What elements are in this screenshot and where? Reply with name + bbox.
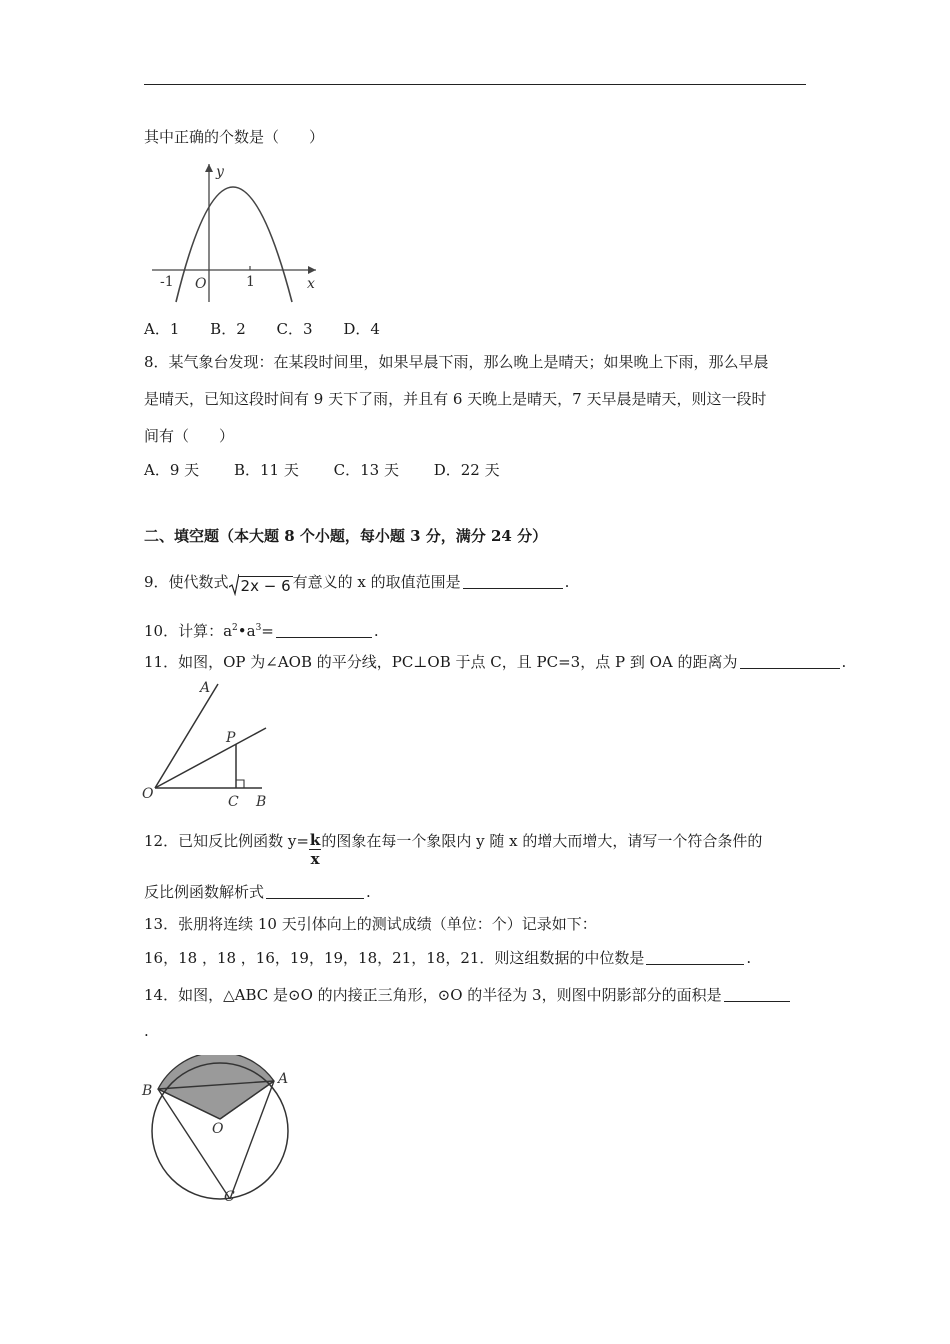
q13-end: .: [746, 949, 752, 967]
label-a: A: [200, 680, 211, 696]
q7-option-c: C．3: [276, 320, 313, 338]
q12-prefix: 12．已知反比例函数 y=: [144, 832, 309, 850]
q13-line2: [144, 948, 751, 968]
label-c: C: [228, 794, 239, 810]
x-axis-arrow: [308, 266, 316, 274]
q7-stem: 其中正确的个数是（ ）: [144, 128, 325, 146]
x-label: x: [307, 276, 315, 292]
q14-answer-blank[interactable]: [724, 986, 790, 1002]
label-o: O: [212, 1121, 224, 1137]
section-2-heading: 二、填空题（本大题 8 个小题，每小题 3 分，满分 24 分）: [144, 527, 548, 545]
q10-eq: =: [261, 622, 274, 640]
ray-op: [155, 728, 266, 788]
q12-line2-text: 反比例函数解析式: [144, 883, 265, 901]
y-label: y: [216, 164, 224, 180]
q10-answer-blank[interactable]: [276, 622, 372, 638]
origin-label: O: [195, 276, 207, 292]
inscribed-triangle-figure: [140, 1055, 300, 1203]
q12-end: .: [366, 883, 371, 901]
header-rule: [144, 84, 806, 85]
q14-text: 14．如图，△ABC 是⊙O 的内接正三角形，⊙O 的半径为 3，则图中阴影部分的面积是: [144, 986, 722, 1004]
tick-label-1: 1: [246, 274, 255, 290]
q10-prefix: 10．计算：a: [144, 622, 233, 640]
q10-exp2: 3: [255, 623, 262, 633]
q12-line2: [144, 882, 371, 902]
q8-option-b: B．11 天: [233, 461, 299, 479]
q7-option-a: A．1: [144, 320, 180, 338]
q9: [144, 572, 569, 596]
tick-label-neg1: -1: [160, 274, 174, 290]
angle-bisector-figure: [140, 678, 280, 812]
q10-exp1: 2: [232, 623, 238, 633]
label-p: P: [226, 730, 236, 746]
label-b: B: [256, 794, 267, 810]
q12-answer-blank[interactable]: [266, 883, 364, 899]
q8-option-a: A．9 天: [144, 461, 200, 479]
q10-end: .: [373, 622, 379, 640]
y-axis-arrow: [205, 164, 213, 172]
q10-mid: •a: [237, 622, 256, 640]
q9-prefix: 9．使代数式: [144, 573, 229, 591]
parabola-curve: [176, 187, 292, 302]
fraction-k-over-x: [309, 831, 321, 868]
right-angle-mark: [236, 780, 244, 788]
parabola-graph: [144, 160, 320, 305]
q8-line2: 是晴天，已知这段时间有 9 天下了雨，并且有 6 天晚上是晴天，7 天早晨是晴天，则这一段时: [144, 390, 767, 408]
q14-end: .: [144, 1022, 149, 1040]
q9-answer-blank[interactable]: [463, 573, 563, 589]
q8-line3: 间有（ ）: [144, 427, 235, 445]
label-b: B: [142, 1083, 153, 1099]
q7-options: [144, 319, 406, 339]
q7-option-d: D．4: [343, 320, 380, 338]
label-o: O: [142, 786, 154, 802]
shaded-region: [158, 1055, 274, 1119]
q11-end: .: [841, 653, 847, 671]
q11-text: 11．如图，OP 为∠AOB 的平分线，PC⊥OB 于点 C，且 PC=3，点 P 到 OA 的距离为: [144, 653, 738, 671]
q14: [144, 985, 792, 1005]
label-a: A: [278, 1071, 289, 1087]
q9-radicand: 2x − 6: [240, 577, 291, 595]
q13-line1: 13．张朋将连续 10 天引体向上的测试成绩（单位：个）记录如下：: [144, 915, 597, 933]
q11: [144, 652, 846, 672]
q7-option-b: B．2: [210, 320, 246, 338]
label-c: C: [224, 1189, 235, 1203]
q8-line1: 8．某气象台发现：在某段时间里，如果早晨下雨，那么晚上是晴天；如果晚上下雨，那么早晨: [144, 353, 769, 371]
q8-options: [144, 460, 526, 480]
q12-suffix: 的图象在每一个象限内 y 随 x 的增大而增大，请写一个符合条件的: [321, 832, 763, 850]
q8-option-c: C．13 天: [333, 461, 399, 479]
radical-sign: [229, 574, 239, 596]
fraction-numerator: k: [309, 831, 321, 849]
q8-option-d: D．22 天: [433, 461, 500, 479]
q13-answer-blank[interactable]: [646, 949, 744, 965]
q9-suffix: 有意义的 x 的取值范围是: [292, 573, 461, 591]
q10: [144, 618, 379, 641]
ray-oa: [155, 684, 218, 788]
q13-line2-text: 16，18 ，18 ，16，19，19，18，21，18，21．则这组数据的中位数是: [144, 949, 645, 967]
fraction-denominator: x: [310, 850, 320, 868]
sqrt-expression: [229, 574, 293, 596]
q11-answer-blank[interactable]: [740, 653, 840, 669]
q9-end: .: [564, 573, 570, 591]
q12-line1: [144, 831, 762, 868]
